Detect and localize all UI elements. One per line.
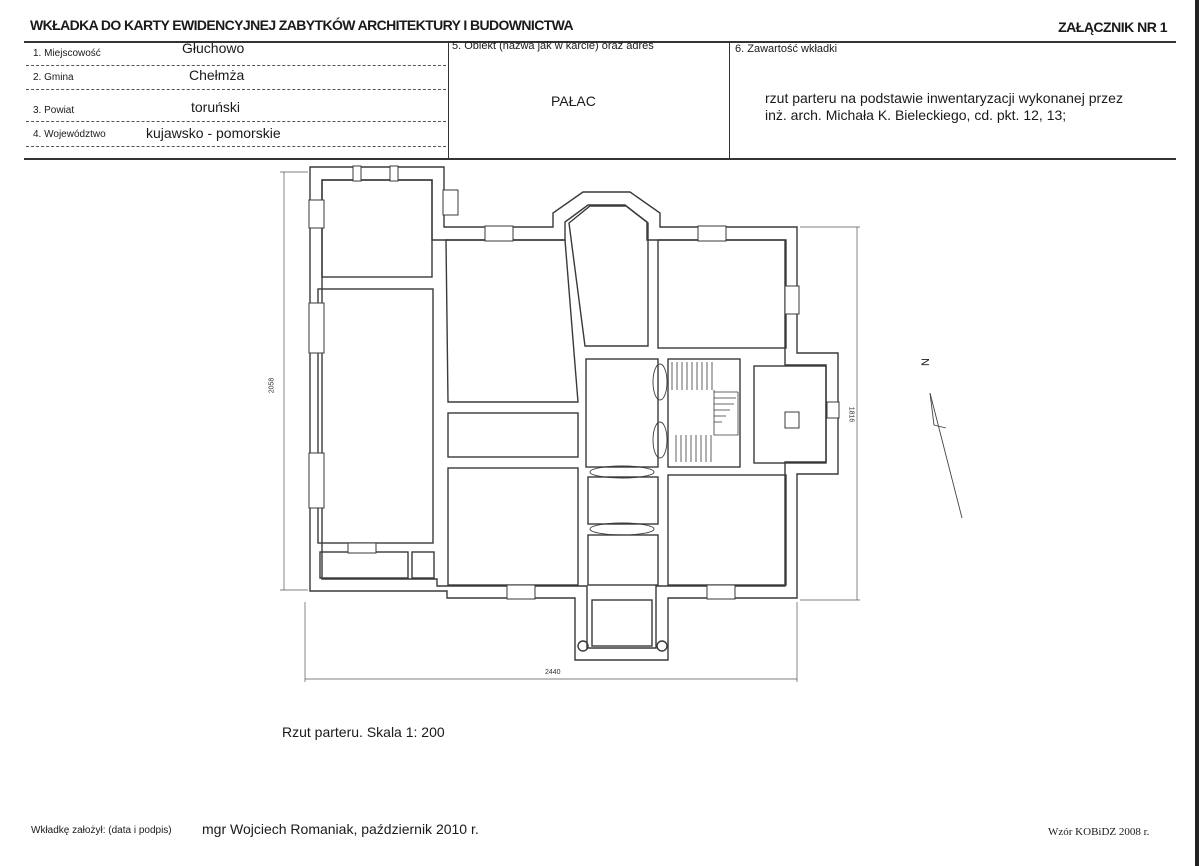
field-label-miejscowosc: 1. Miejscowość [33,48,101,59]
drawing-caption: Rzut parteru. Skala 1: 200 [282,724,445,740]
form-title: WKŁADKA DO KARTY EWIDENCYJNEJ ZABYTKÓW ARCHITEKTURY I BUDOWNICTWA [30,17,574,33]
contents-label: 6. Zawartość wkładki [735,43,838,55]
room [412,552,434,578]
windows [309,166,839,599]
room [448,468,578,585]
field-value-gmina: Chełmża [189,67,245,83]
field-value-wojewodztwo: kujawsko - pomorskie [146,125,281,141]
room [668,475,786,585]
template-version: Wzór KOBiDZ 2008 r. [1048,826,1150,838]
room [320,552,408,578]
room [318,289,433,543]
room [446,240,578,402]
dimension-height-left: 2058 [268,377,276,394]
scan-edge [1195,0,1199,866]
field-label-wojewodztwo: 4. Województwo [33,129,106,140]
door-swings [590,364,667,535]
room [586,359,658,467]
north-label: N [919,358,932,366]
staircase [672,362,738,462]
column [657,641,667,651]
field-label-powiat: 3. Powiat [33,105,75,116]
object-value: PAŁAC [551,93,596,109]
attachment-number: ZAŁĄCZNIK NR 1 [1058,19,1167,35]
field-value-powiat: toruński [191,99,241,115]
dimension-height-right: 1816 [847,406,855,423]
room [668,359,740,467]
room [588,477,658,524]
object-label: 5. Obiekt (nazwa jak w karcie) oraz adres [452,40,654,52]
dimension-width: 2440 [545,669,561,676]
contents-value: rzut parteru na podstawie inwentaryzacji wykonanej przez inż. arch. Michała K. Bieleckiego, cd. pkt. 12, 13; [765,90,1123,123]
room [569,206,648,346]
room [322,180,432,277]
field-value-miejscowosc: Głuchowo [182,40,245,56]
field-label-gmina: 2. Gmina [33,72,74,83]
dimension-lines [280,172,860,682]
room [592,600,652,646]
room [588,535,658,585]
footer-author: mgr Wojciech Romaniak, październik 2010 r. [202,821,479,837]
footer-label: Wkładkę założył: (data i podpis) [31,825,172,836]
north-arrow-icon [930,393,962,518]
room [658,240,786,348]
room [448,413,578,457]
